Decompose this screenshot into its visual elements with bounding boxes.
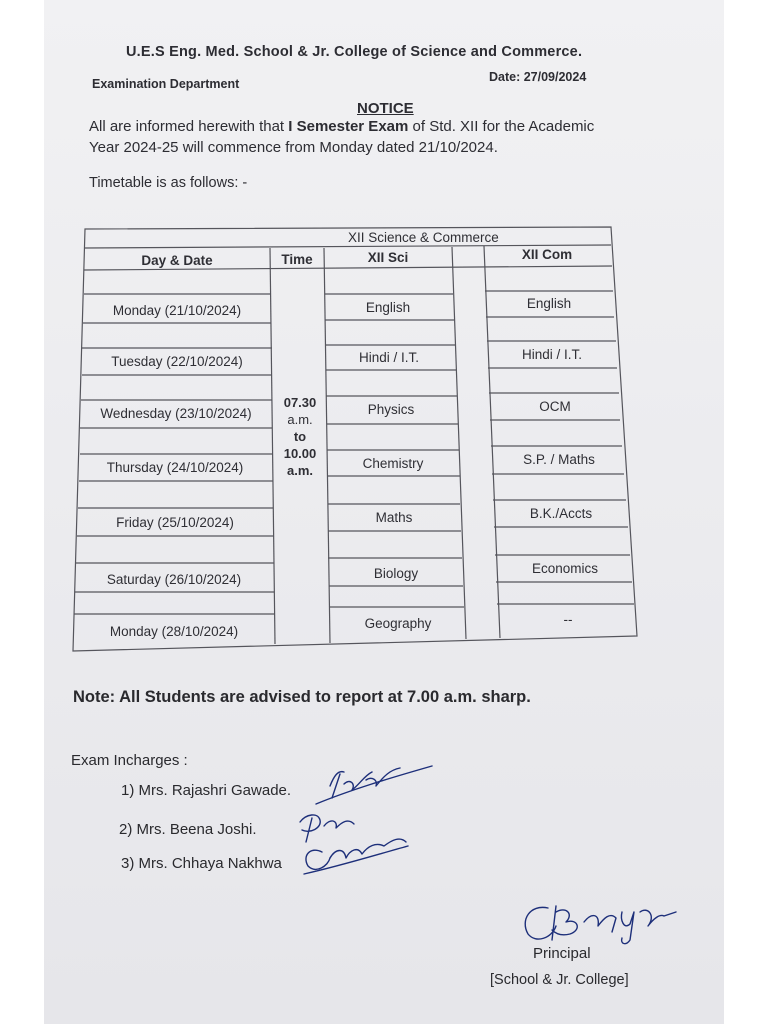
- notice-title: NOTICE: [357, 100, 414, 117]
- row-com-subject: B.K./Accts: [529, 506, 593, 521]
- row-day: Tuesday (22/10/2024): [111, 354, 243, 369]
- notice-date: Date: 27/09/2024: [489, 70, 587, 84]
- row-sci-subject: English: [365, 300, 411, 315]
- incharges-heading: Exam Incharges :: [71, 752, 188, 769]
- exam-name: I Semester Exam: [288, 118, 409, 135]
- row-sci-subject: Geography: [364, 616, 432, 631]
- report-time: 7.00 a.m.: [407, 688, 477, 706]
- principal-subtitle: [School & Jr. College]: [490, 972, 629, 988]
- header-xii-sci: XII Sci: [367, 250, 409, 265]
- incharge-item: 3) Mrs. Chhaya Nakhwa: [121, 855, 282, 872]
- school-name: U.E.S Eng. Med. School & Jr. College of Science and Commerce.: [126, 44, 583, 60]
- note-text: sharp.: [476, 688, 531, 706]
- row-day: Thursday (24/10/2024): [106, 460, 244, 475]
- row-sci-subject: Maths: [375, 510, 413, 525]
- timetable-caption: XII Science & Commerce: [348, 230, 499, 245]
- time-line: 10.00: [283, 446, 317, 461]
- body-text: of Std. XII for the Academic: [408, 118, 595, 135]
- row-day: Monday (21/10/2024): [112, 303, 242, 318]
- body-text: All are informed herewith that: [89, 118, 289, 135]
- row-com-subject: OCM: [539, 399, 571, 414]
- signature-principal: [525, 906, 676, 944]
- department-label: Examination Department: [92, 77, 240, 91]
- row-day: Saturday (26/10/2024): [106, 572, 242, 587]
- header-time: Time: [281, 252, 313, 267]
- signature-rajashri: [316, 766, 432, 804]
- row-com-subject: Hindi / I.T.: [521, 347, 583, 362]
- row-com-subject: --: [563, 612, 573, 627]
- row-day: Friday (25/10/2024): [116, 515, 234, 530]
- signature-beena: [300, 815, 354, 842]
- row-sci-subject: Biology: [373, 566, 419, 581]
- header-xii-com: XII Com: [521, 247, 573, 262]
- time-line: to: [293, 429, 307, 444]
- incharge-item: 2) Mrs. Beena Joshi.: [119, 821, 257, 838]
- row-com-subject: English: [526, 296, 572, 311]
- incharge-item: 1) Mrs. Rajashri Gawade.: [121, 782, 292, 799]
- time-line: a.m.: [286, 463, 314, 478]
- row-sci-subject: Chemistry: [362, 456, 424, 471]
- note-text: Note: All Students are advised to report at: [73, 688, 408, 706]
- row-com-subject: Economics: [531, 561, 599, 576]
- row-sci-subject: Hindi / I.T.: [358, 350, 420, 365]
- principal-title: Principal: [533, 945, 591, 962]
- row-sci-subject: Physics: [367, 402, 415, 417]
- time-line: 07.30: [283, 395, 317, 410]
- row-day: Wednesday (23/10/2024): [100, 406, 252, 421]
- timetable-intro: Timetable is as follows: -: [89, 175, 248, 191]
- notice-body-line-2: Year 2024-25 will commence from Monday dated 21/10/2024.: [89, 139, 498, 156]
- row-com-subject: S.P. / Maths: [523, 452, 595, 467]
- header-day-date: Day & Date: [141, 253, 213, 268]
- time-line: a.m.: [287, 412, 313, 427]
- signature-chhaya: [304, 839, 408, 874]
- row-day: Monday (28/10/2024): [109, 624, 239, 639]
